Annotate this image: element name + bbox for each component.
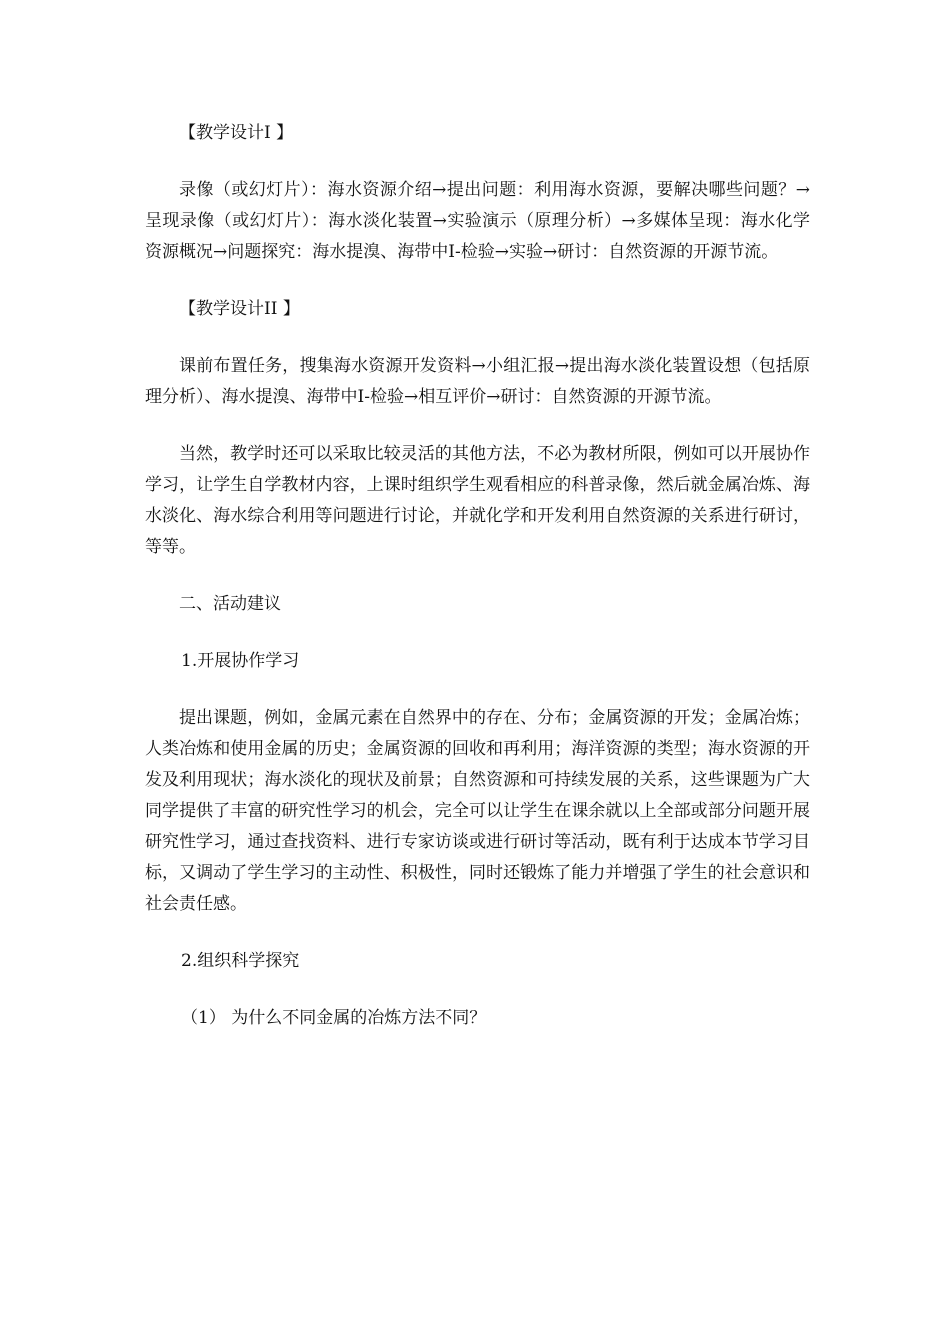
item-2-heading: 2.组织科学探究: [181, 951, 300, 971]
teaching-design-2-body: 课前布置任务，搜集海水资源开发资料→小组汇报→提出海水淡化装置设想（包括原理分析）、海水提溴、海带中Ⅰ-检验→相互评价→研讨：自然资源的开源节流。: [145, 356, 810, 407]
teaching-design-1-heading: 【教学设计Ⅰ 】: [179, 123, 294, 143]
section-2-heading: 二、活动建议: [179, 594, 281, 614]
teaching-design-1-body: 录像（或幻灯片）：海水资源介绍→提出问题：利用海水资源，要解决哪些问题？→呈现录像（或幻灯片）：海水淡化装置→实验演示（原理分析）→多媒体呈现：海水化学资源概况→问题探究：海水提溴、海带中Ⅰ-检验→实验→研讨：自然资源的开源节流。: [145, 180, 810, 262]
teaching-design-2-heading: 【教学设计II 】: [179, 299, 300, 319]
item-1-heading: 1.开展协作学习: [181, 651, 300, 671]
document-page: [145, 118, 810, 1034]
other-methods-paragraph: 当然，教学时还可以采取比较灵活的其他方法，不必为教材所限，例如可以开展协作学习，让学生自学教材内容，上课时组织学生观看相应的科普录像，然后就金属冶炼、海水淡化、海水综合利用等问题进行讨论，并就化学和开发利用自然资源的关系进行研讨，等等。: [145, 444, 810, 557]
question-1: （1） 为什么不同金属的冶炼方法不同？: [181, 1008, 487, 1028]
item-1-body: 提出课题，例如，金属元素在自然界中的存在、分布；金属资源的开发；金属冶炼；人类冶炼和使用金属的历史；金属资源的回收和再利用；海洋资源的类型；海水资源的开发及利用现状；海水淡化的现状及前景；自然资源和可持续发展的关系，这些课题为广大同学提供了丰富的研究性学习的机会，完全可以让学生在课余就以上全部或部分问题开展研究性学习，通过查找资料、进行专家访谈或进行研讨等活动，既有利于达成本节学习目标，又调动了学生学习的主动性、积极性，同时还锻炼了能力并增强了学生的社会意识和社会责任感。: [145, 708, 810, 914]
